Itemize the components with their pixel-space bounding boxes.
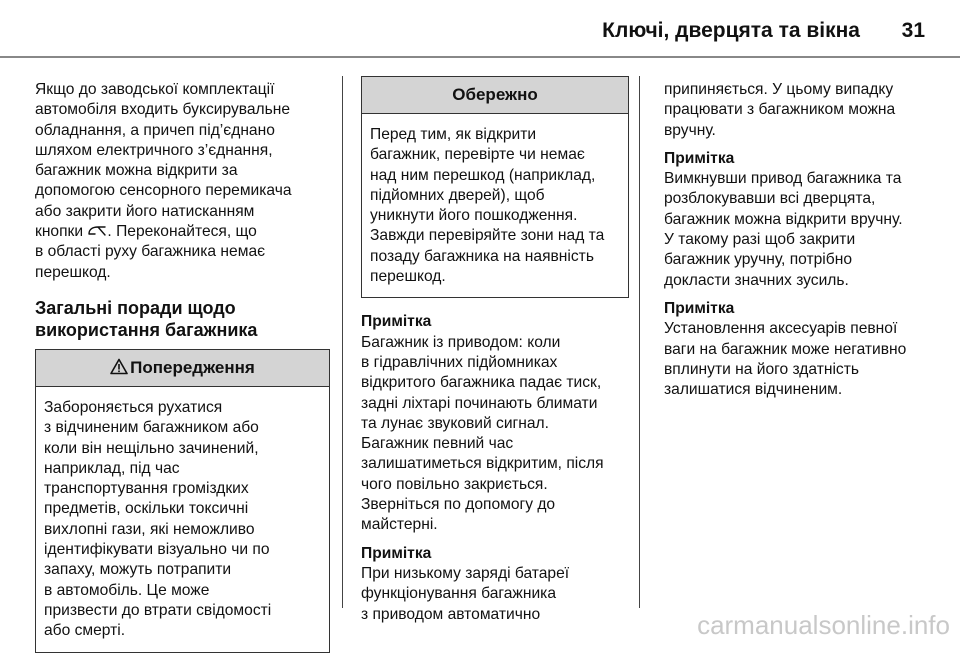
note-title: Примітка [361, 313, 432, 331]
text-line: коли він нещільно зачинений, [44, 439, 259, 457]
column-divider-1 [342, 76, 343, 608]
text-line: вручну. [664, 121, 716, 139]
note-body [664, 169, 949, 291]
text-line: шляхом електричного з’єднання, [35, 141, 273, 159]
watermark: carmanualsonline.info [697, 610, 950, 640]
text-line: позаду багажника на наявність [370, 247, 594, 265]
text-line: Установлення аксесуарів певної [664, 320, 898, 338]
page-number: 31 [901, 19, 925, 42]
caution-box [361, 76, 629, 298]
text-line: вплинути на його здатність [664, 360, 859, 378]
text-fragment: кнопки [35, 223, 88, 241]
text-line: ваги на багажник може негативно [664, 340, 907, 358]
intro-paragraph [35, 80, 330, 283]
text-line: багажник можна відкрити за [35, 162, 238, 180]
text-line: в автомобіль. Це може [44, 581, 210, 599]
text-line: транспортування громіздких [44, 480, 249, 498]
text-line: У такому разі щоб закрити [664, 231, 856, 249]
text-line: Перед тим, як відкрити [370, 126, 537, 143]
text-line: з відчиненим багажником або [44, 419, 259, 437]
text-line: або закрити його натисканням [35, 202, 255, 220]
text-line: Багажник певний час [361, 435, 514, 453]
text-line: працювати з багажником можна [664, 101, 896, 119]
text-line: Забороняється рухатися [44, 398, 223, 416]
text-line: При низькому заряді батареї [361, 564, 570, 582]
warning-title: Попередження [130, 357, 255, 377]
text-line: Якщо до заводської комплектації [35, 81, 275, 98]
text-line: ідентифікувати візуально чи по [44, 541, 270, 559]
page-header-title: Ключі, дверцята та вікна [602, 19, 860, 42]
text-line: чого повільно закриється. [361, 475, 548, 493]
text-line: задні ліхтарі починають блимати [361, 394, 598, 412]
text-line: багажник можна відкрити вручну. [664, 210, 903, 228]
text-line: в гідравлічних підйомниках [361, 353, 558, 371]
text-line: розблокувавши всі дверцята, [664, 190, 876, 208]
text-line: перешкод. [35, 263, 111, 281]
caution-box-body [362, 114, 628, 297]
text-line: призвести до втрати свідомості [44, 601, 272, 619]
text-line: функціонування багажника [361, 585, 556, 603]
text-line: запаху, можуть потрапити [44, 561, 232, 579]
warning-box-header [36, 350, 329, 387]
text-line: Завжди перевіряйте зони над та [370, 227, 605, 245]
text-line: багажник, перевірте чи немає [370, 146, 585, 164]
text-fragment: . Переконайтеся, що [107, 223, 257, 241]
text-line [35, 222, 330, 242]
text-line: наприклад, під час [44, 459, 180, 477]
note-title: Примітка [664, 149, 735, 167]
text-line: автомобіля входить буксирувальне [35, 101, 291, 119]
text-line: підйомних дверей), щоб [370, 186, 545, 204]
column-1 [35, 80, 330, 653]
text-line: в області руху багажника немає [35, 243, 266, 261]
text-line: з приводом автоматично [361, 605, 541, 623]
text-line: Багажник із приводом: коли [361, 333, 561, 351]
text-line: майстерні. [361, 516, 438, 534]
text-line: перешкод. [370, 268, 446, 286]
heading-line: Загальні поради щодо [35, 297, 236, 318]
warning-box [35, 349, 330, 653]
text-line: допомогою сенсорного перемикача [35, 182, 292, 200]
text-line: над ним перешкод (наприклад, [370, 166, 596, 184]
text-line: предметів, оскільки токсичні [44, 500, 249, 518]
note-title: Примітка [361, 544, 432, 562]
warning-box-body [36, 387, 329, 652]
caution-box-header [362, 77, 628, 114]
tailgate-close-icon [87, 223, 107, 235]
note-body [361, 333, 629, 536]
header-divider [0, 56, 960, 58]
caution-title: Обережно [452, 85, 538, 104]
continuation-paragraph [664, 80, 949, 141]
text-line: та лунає звуковий сигнал. [361, 414, 549, 432]
text-line: залишатися відчиненим. [664, 381, 843, 399]
text-line: припиняється. У цьому випадку [664, 81, 894, 98]
text-line: уникнути його пошкодження. [370, 207, 578, 225]
text-line: вихлопні гази, які неможливо [44, 520, 255, 538]
warning-triangle-icon [110, 352, 128, 369]
section-heading [35, 297, 330, 341]
column-3 [664, 80, 949, 400]
text-line: залишатиметься відкритим, після [361, 455, 604, 473]
heading-line: використання багажника [35, 319, 258, 340]
note-body [664, 319, 949, 400]
text-line: обладнання, а причеп під’єднано [35, 121, 275, 139]
text-line: Вимкнувши привод багажника та [664, 170, 902, 188]
text-line: докласти значних зусиль. [664, 271, 849, 289]
column-divider-2 [639, 76, 640, 608]
column-2 [361, 72, 629, 625]
text-line: або смерті. [44, 622, 126, 640]
text-line: Зверніться по допомогу до [361, 496, 556, 514]
note-title: Примітка [664, 299, 735, 317]
text-line: багажник уручну, потрібно [664, 251, 852, 269]
text-line: відкритого багажника падає тиск, [361, 374, 602, 392]
